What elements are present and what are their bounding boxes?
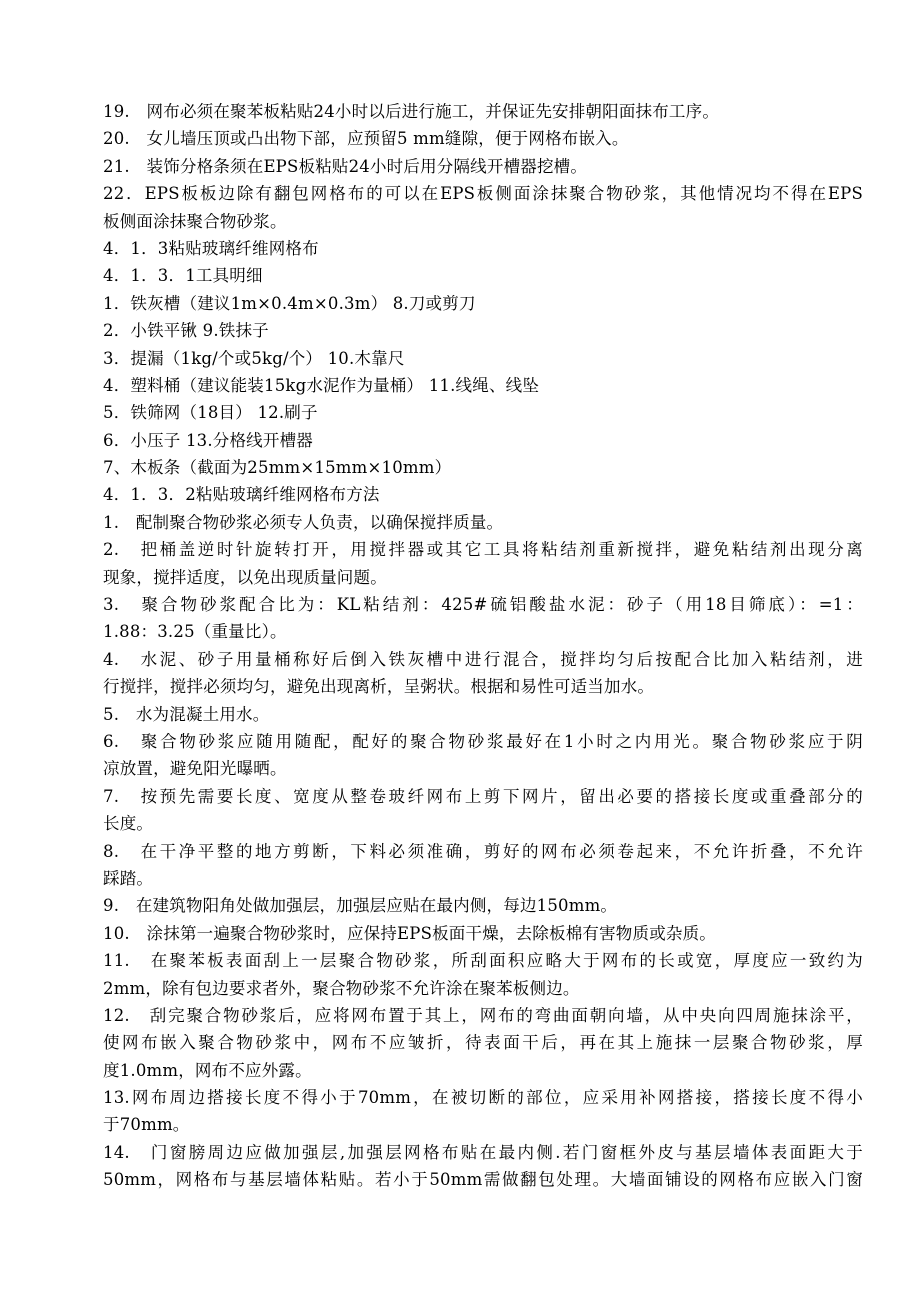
text-line: 12. 刮完聚合物砂浆后，应将网布置于其上，网布的弯曲面朝向墙，从中央向四周施抹涂平， [103,1005,863,1025]
text-line: 现象，搅拌适度，以免出现质量问题。 [103,567,387,587]
text-line: 13.网布周边搭接长度不得小于70mm，在被切断的部位，应采用补网搭接，搭接长度不得小 [103,1088,863,1108]
text-line: 6．小压子 13.分格线开槽器 [103,430,313,450]
document-body [103,98,863,1194]
text-line: 8. 在干净平整的地方剪断，下料必须准确，剪好的网布必须卷起来，不允许折叠，不允许 [103,841,863,861]
text-line: 踩踏。 [103,868,154,888]
text-line: 凉放置，避免阳光曝晒。 [103,759,287,779]
text-line: 1．铁灰槽（建议1m×0.4m×0.3m） 8.刀或剪刀 [103,293,476,313]
text-line: 4. 水泥、砂子用量桶称好后倒入铁灰槽中进行混合，搅拌均匀后按配合比加入粘结剂，进 [103,649,863,669]
text-line: 5．铁筛网（18目） 12.刷子 [103,403,318,423]
text-line: 11. 在聚苯板表面刮上一层聚合物砂浆，所刮面积应略大于网布的长或宽，厚度应一致约为 [103,951,863,971]
text-line: 行搅拌，搅拌必须均匀，避免出现离析，呈粥状。根据和易性可适当加水。 [103,677,655,697]
text-line: 4．1．3．2粘贴玻璃纤维网格布方法 [103,485,380,505]
text-line: 1.88：3.25（重量比）。 [103,622,287,642]
text-line: 度1.0mm，网布不应外露。 [103,1060,312,1080]
text-line: 21. 装饰分格条须在EPS板粘贴24小时后用分隔线开槽器挖槽。 [103,156,588,176]
text-line: 板侧面涂抹聚合物砂浆。 [103,211,287,231]
text-line: 4．1．3．1工具明细 [103,266,263,286]
text-line: 7、木板条（截面为25mm×15mm×10mm） [103,458,452,478]
text-line: 4．1．3粘贴玻璃纤维网格布 [103,238,319,258]
text-line: 2．小铁平锹 9.铁抹子 [103,321,269,341]
text-line: 长度。 [103,814,154,834]
text-line: 22．EPS板板边除有翻包网格布的可以在EPS板侧面涂抹聚合物砂浆，其他情况均不得在EPS [103,184,863,204]
text-line: 2mm，除有包边要求者外，聚合物砂浆不允许涂在聚苯板侧边。 [103,978,580,998]
text-line: 使网布嵌入聚合物砂浆中，网布不应皱折，待表面干后，再在其上施抹一层聚合物砂浆，厚 [103,1033,863,1053]
text-line: 20. 女儿墙压顶或凸出物下部，应预留5 mm缝隙，便于网格布嵌入。 [103,129,629,149]
text-line: 10. 涂抹第一遍聚合物砂浆时，应保持EPS板面干燥，去除板棉有害物质或杂质。 [103,923,716,943]
text-line: 3．提漏（1kg/个或5kg/个） 10.木靠尺 [103,348,405,368]
text-line: 6. 聚合物砂浆应随用随配，配好的聚合物砂浆最好在1小时之内用光。聚合物砂浆应于阴 [103,731,863,751]
text-line: 于70mm。 [103,1115,190,1135]
text-line: 5. 水为混凝土用水。 [103,704,270,724]
text-line: 4．塑料桶（建议能装15kg水泥作为量桶） 11.线绳、线坠 [103,375,540,395]
text-line: 19. 网布必须在聚苯板粘贴24小时以后进行施工，并保证先安排朝阳面抹布工序。 [103,102,720,121]
text-line: 1. 配制聚合物砂浆必须专人负责，以确保搅拌质量。 [103,512,504,532]
text-line: 2. 把桶盖逆时针旋转打开，用搅拌器或其它工具将粘结剂重新搅拌，避免粘结剂出现分离 [103,540,863,560]
text-line: 50mm，网格布与基层墙体粘贴。若小于50mm需做翻包处理。大墙面铺设的网格布应嵌入门窗 [103,1170,863,1190]
text-line: 3. 聚合物砂浆配合比为：KL粘结剂：425#硫铝酸盐水泥：砂子（用18目筛底）：=1： [103,595,863,615]
text-line: 14. 门窗膀周边应做加强层,加强层网格布贴在最内侧.若门窗框外皮与基层墙体表面距大于 [103,1142,863,1162]
text-line: 7. 按预先需要长度、宽度从整卷玻纤网布上剪下网片，留出必要的搭接长度或重叠部分的 [103,786,863,806]
text-line: 9. 在建筑物阳角处做加强层，加强层应贴在最内侧，每边150mm。 [103,896,618,916]
